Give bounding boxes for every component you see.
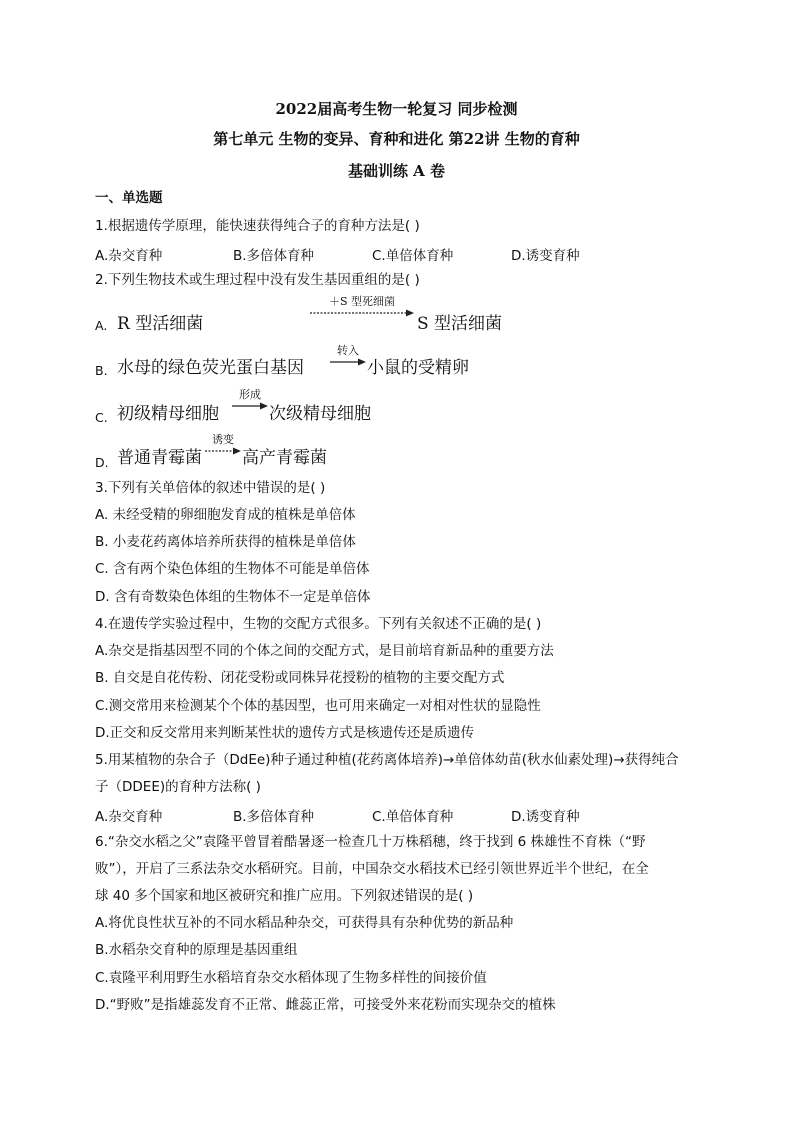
question-6-option-c: C.袁隆平利用野生水稻培育杂交水稻体现了生物多样性的间接价值 xyxy=(95,970,487,986)
diagram-end-label: 次级精母细胞 xyxy=(269,404,371,424)
question-5-stem-line2: 子（DDEE)的育种方法称( ) xyxy=(95,779,261,795)
arrow-label: ＋S 型死细菌 xyxy=(328,295,396,308)
diagram-start-label: R 型活细菌 xyxy=(117,314,204,334)
question-5-option-d: D.诱变育种 xyxy=(511,809,580,825)
question-3-option-b: B. 小麦花药离体培养所获得的植株是单倍体 xyxy=(95,534,356,550)
diagram-arrow xyxy=(330,345,366,367)
diagram-arrow xyxy=(205,434,241,456)
question-6-stem-line3: 球 40 多个国家和地区被研究和推广应用。下列叙述错误的是( ) xyxy=(95,888,474,904)
diagram-start-label: 初级精母细胞 xyxy=(117,404,219,424)
question-2-option-c xyxy=(95,388,695,428)
question-2-option-a xyxy=(95,296,695,336)
diagram-end-label: 小鼠的受精卵 xyxy=(367,358,469,378)
question-2-stem: 2.下列生物技术或生理过程中没有发生基因重组的是( ) xyxy=(95,272,420,288)
question-3-option-c: C. 含有两个染色体组的生物体不可能是单倍体 xyxy=(95,561,370,577)
question-2-option-b xyxy=(95,343,695,383)
question-6-option-b: B.水稻杂交育种的原理是基因重组 xyxy=(95,942,298,958)
question-4-option-a: A.杂交是指基因型不同的个体之间的交配方式，是目前培育新品种的重要方法 xyxy=(95,643,554,659)
question-6-option-a: A.将优良性状互补的不同水稻品种杂交，可获得具有杂种优势的新品种 xyxy=(95,915,514,931)
dashed-arrow-icon xyxy=(205,446,241,456)
question-4-option-c: C.测交常用来检测某个个体的基因型，也可用来确定一对相对性状的显隐性 xyxy=(95,698,541,714)
option-letter: A. xyxy=(95,318,108,333)
arrow-label: 诱变 xyxy=(212,433,234,446)
question-3-option-d: D. 含有奇数染色体组的生物体不一定是单倍体 xyxy=(95,589,371,605)
question-5-option-a: A.杂交育种 xyxy=(95,809,163,825)
arrow-icon xyxy=(330,357,366,367)
question-1-stem: 1.根据遗传学原理，能快速获得纯合子的育种方法是( ) xyxy=(95,218,420,234)
question-2-option-d xyxy=(95,433,695,473)
option-letter: D. xyxy=(95,455,109,470)
question-3-option-a: A. 未经受精的卵细胞发育成的植株是单倍体 xyxy=(95,507,356,523)
arrow-icon xyxy=(232,401,268,411)
question-5-option-c: C.单倍体育种 xyxy=(372,809,454,825)
diagram-arrow xyxy=(310,296,414,318)
question-1-option-d: D.诱变育种 xyxy=(511,248,580,264)
question-4-stem: 4.在遗传学实验过程中，生物的交配方式很多。下列有关叙述不正确的是( ) xyxy=(95,616,542,632)
option-letter: C. xyxy=(95,410,108,425)
option-letter: B. xyxy=(95,363,108,378)
diagram-end-label: S 型活细菌 xyxy=(417,314,503,334)
arrow-label: 形成 xyxy=(239,388,261,401)
section-heading: 一、单选题 xyxy=(95,190,163,206)
question-5-stem-line1: 5.用某植物的杂合子（DdEe)种子通过种植(花药离体培养)→单倍体幼苗(秋水仙素处理)→获得纯合 xyxy=(95,752,679,768)
question-4-option-d: D.正交和反交常用来判断某性状的遗传方式是核遗传还是质遗传 xyxy=(95,725,475,741)
question-1-option-b: B.多倍体育种 xyxy=(233,248,315,264)
dashed-arrow-icon xyxy=(310,308,414,318)
question-5-option-b: B.多倍体育种 xyxy=(233,809,315,825)
arrow-label: 转入 xyxy=(337,344,359,357)
doc-title-line1: 2022届高考生物一轮复习 同步检测 xyxy=(275,100,518,118)
question-3-stem: 3.下列有关单倍体的叙述中错误的是( ) xyxy=(95,480,326,496)
question-1-option-a: A.杂交育种 xyxy=(95,248,163,264)
diagram-end-label: 高产青霉菌 xyxy=(242,448,327,468)
question-1-option-c: C.单倍体育种 xyxy=(372,248,454,264)
diagram-start-label: 水母的绿色荧光蛋白基因 xyxy=(117,358,304,378)
diagram-start-label: 普通青霉菌 xyxy=(117,448,202,468)
question-6-option-d: D.“野败”是指雄蕊发育不正常、雌蕊正常，可接受外来花粉而实现杂交的植株 xyxy=(95,997,556,1013)
question-6-stem-line1: 6.“杂交水稻之父”袁隆平曾冒着酷暑逐一检查几十万株稻穗，终于找到 6 株雄性不育株（“野 xyxy=(95,834,646,850)
question-4-option-b: B. 自交是自花传粉、闭花受粉或同株异花授粉的植物的主要交配方式 xyxy=(95,670,505,686)
question-6-stem-line2: 败”），开启了三系法杂交水稻研究。目前，中国杂交水稻技术已经引领世界近半个世纪，在全 xyxy=(95,861,649,877)
doc-title-line2: 第七单元 生物的变异、育种和进化 第22讲 生物的育种 xyxy=(213,130,580,148)
doc-title-line3: 基础训练 A 卷 xyxy=(347,162,446,180)
diagram-arrow xyxy=(232,389,268,411)
